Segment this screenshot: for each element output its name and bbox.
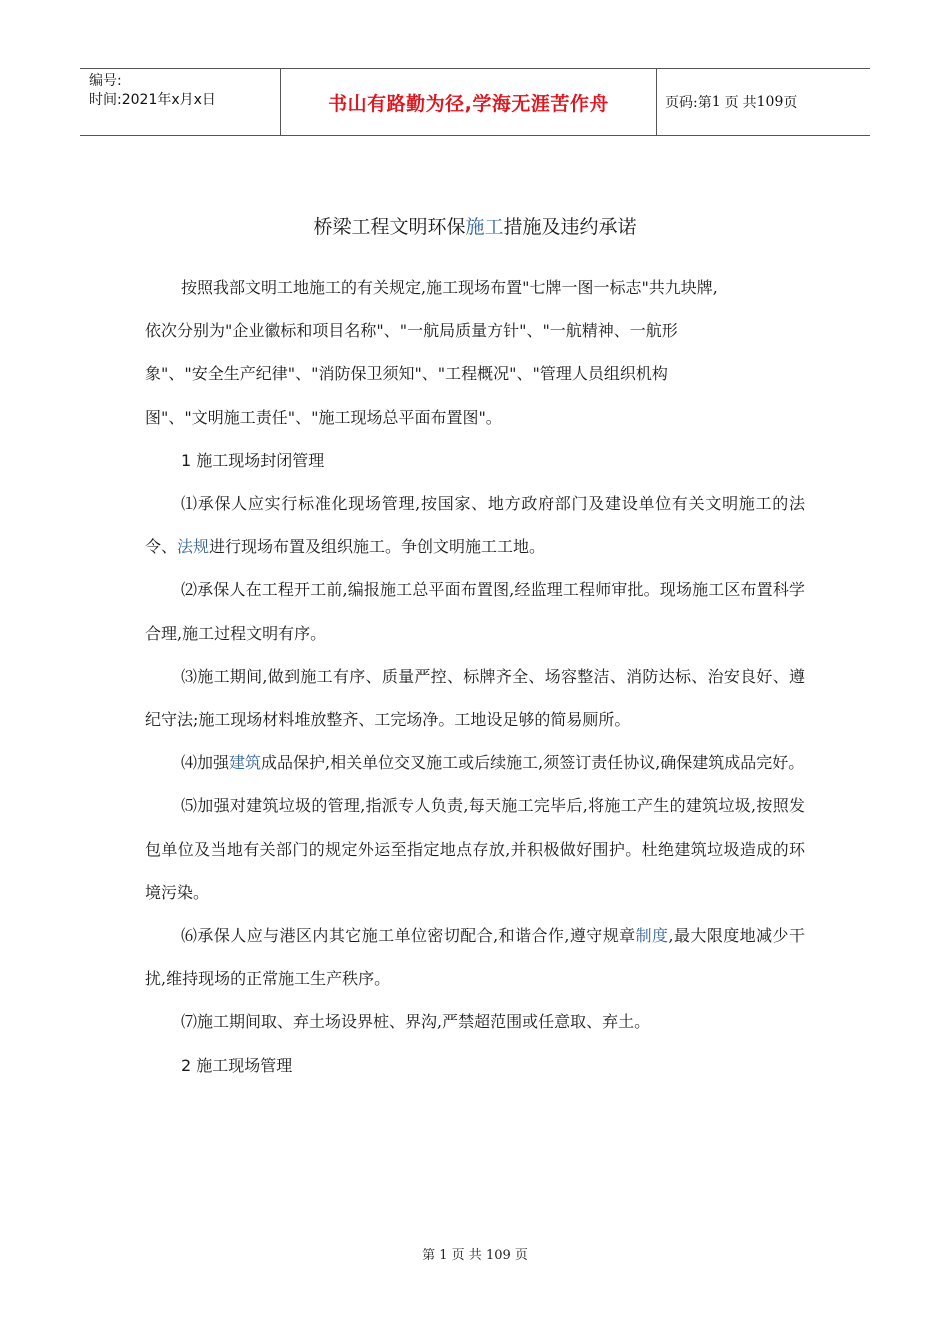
page-number-cell	[657, 69, 870, 135]
header-table	[80, 68, 870, 136]
header-info-cell	[80, 69, 281, 135]
document-title: 桥梁工程文明环保施工措施及违约承诺	[313, 216, 637, 238]
link-regulations[interactable]: 法规	[177, 537, 210, 557]
intro-line-4: 图"、"文明施工责任"、"施工现场总平面布置图"。	[145, 407, 502, 427]
page-label-a: 页码:第	[665, 95, 712, 111]
paragraph-5: ⑸加强对建筑垃圾的管理,指派专人负责,每天施工完毕后,将施工产生的建筑垃圾,按照发包单位及当地有关部门的规定外运至指定地点存放,并积极做好围护。杜绝建筑垃圾造成的环境污染。	[145, 796, 805, 902]
paragraph-2: ⑵承保人在工程开工前,编报施工总平面布置图,经监理工程师审批。现场施工区布置科学合理,施工过程文明有序。	[145, 580, 805, 643]
section-heading-1: 1 施工现场封闭管理	[181, 450, 325, 470]
code-label: 编号:	[89, 73, 122, 89]
paragraph-4: ⑷加强建筑成品保护,相关单位交叉施工或后续施工,须签订责任协议,确保建筑成品完好。	[181, 753, 805, 773]
page-label-c: 共	[742, 95, 757, 111]
title-link[interactable]: 施工	[465, 216, 504, 238]
intro-line-3: 象"、"安全生产纪律"、"消防保卫须知"、"工程概况"、"管理人员组织机构	[145, 364, 668, 384]
motto: 书山有路勤为径,学海无涯苦作舟	[281, 69, 657, 135]
document-body	[145, 266, 805, 1087]
intro-line-1: 按照我部文明工地施工的有关规定,施工现场布置"七牌一图一标志"共九块牌,	[181, 278, 718, 297]
section-heading-2: 2 施工现场管理	[181, 1055, 293, 1075]
intro-line-2: 依次分别为"企业徽标和项目名称"、"一航局质量方针"、"一航精神、一航形	[145, 321, 678, 341]
paragraph-3: ⑶施工期间,做到施工有序、质量严控、标牌齐全、场容整洁、消防达标、治安良好、遵纪守法;施工现场材料堆放整齐、工完场净。工地设足够的简易厕所。	[145, 666, 805, 730]
link-system[interactable]: 制度	[635, 926, 669, 946]
page-current: 1	[711, 94, 721, 110]
paragraph-6: ⑹承保人应与港区内其它施工单位密切配合,和谐合作,遵守规章制度,最大限度地减少干扰,维持现场的正常施工生产秩序。	[145, 926, 805, 989]
page-footer: 第 1 页 共 109 页	[422, 1248, 528, 1263]
page-label-b: 页	[724, 95, 739, 111]
link-building[interactable]: 建筑	[229, 753, 262, 773]
footer-page: 1	[439, 1248, 448, 1263]
footer-total: 109	[485, 1248, 511, 1263]
time-label: 时间:2021年x月x日	[89, 92, 216, 108]
paragraph-1: ⑴承保人应实行标准化现场管理,按国家、地方政府部门及建设单位有关文明施工的法令、法规进行现场布置及组织施工。争创文明施工工地。	[145, 494, 805, 557]
page-label-d: 页	[783, 95, 798, 111]
paragraph-7: ⑺施工期间取、弃土场设界桩、界沟,严禁超范围或任意取、弃土。	[181, 1012, 651, 1032]
page-total: 109	[756, 94, 784, 110]
